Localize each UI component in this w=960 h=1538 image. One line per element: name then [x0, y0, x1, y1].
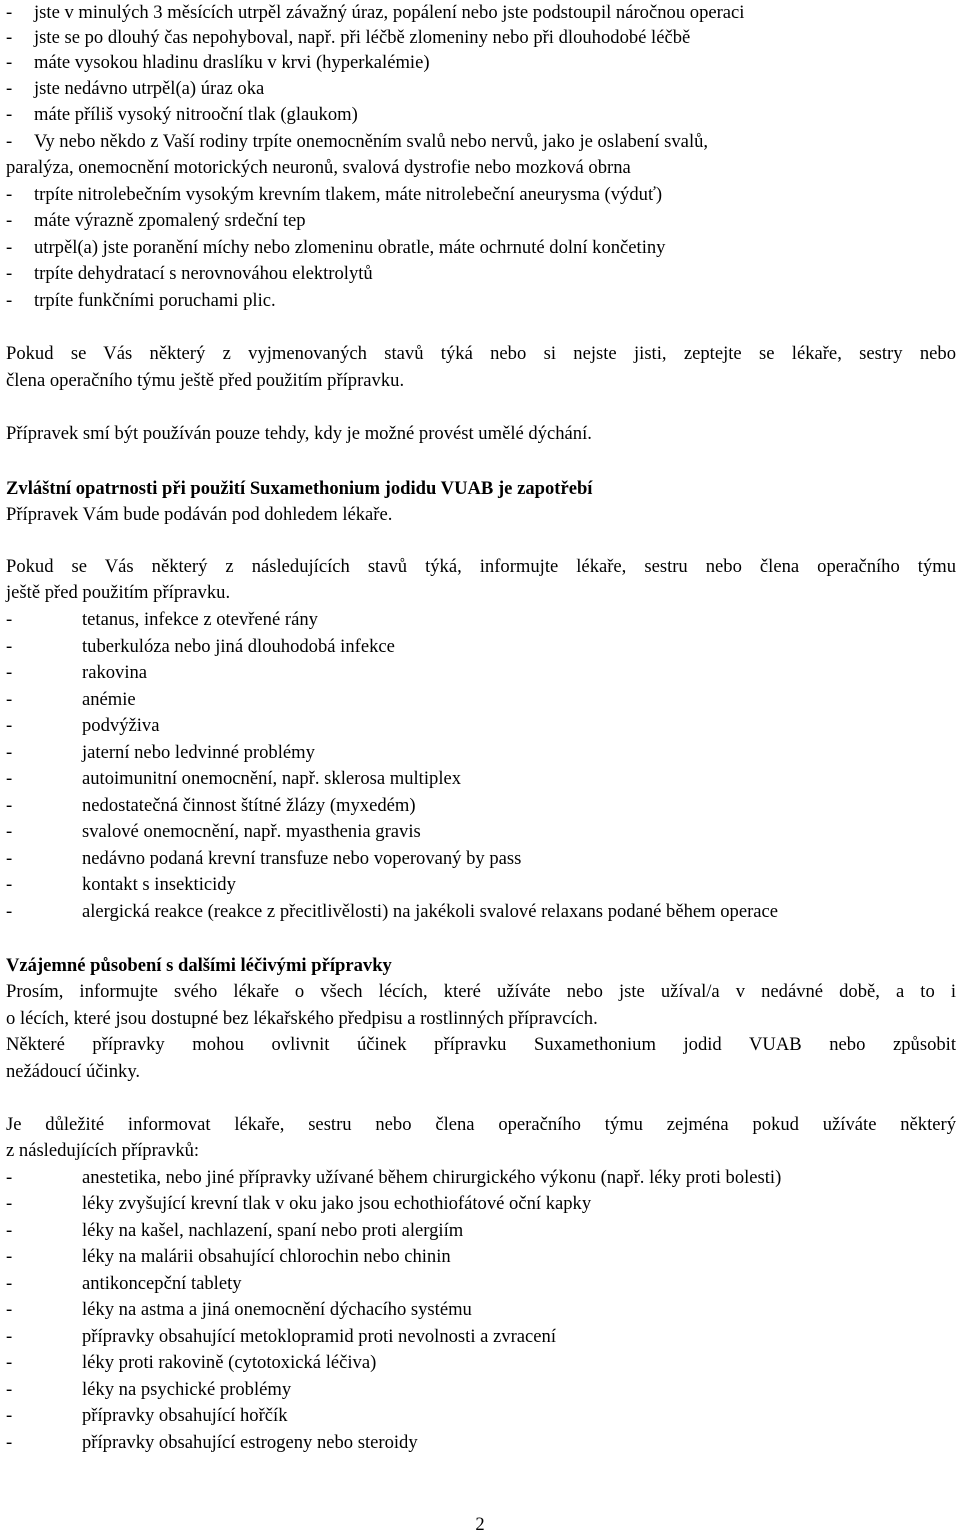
paragraph-line: Přípravek Vám bude podáván pod dohledem lékaře. [6, 504, 393, 525]
paragraph-line: ještě před použitím přípravku. [6, 582, 231, 603]
list-item-continuation: paralýza, onemocnění motorických neuronů, svalová dystrofie nebo mozková obrna [6, 157, 631, 178]
paragraph-line: nežádoucí účinky. [6, 1061, 141, 1082]
paragraph-line: Některé přípravky mohou ovlivnit účinek přípravku Suxamethonium jodid VUAB nebo způsobit [6, 1034, 956, 1055]
paragraph-line: Přípravek smí být používán pouze tehdy, kdy je možné provést umělé dýchání. [6, 423, 592, 444]
section-heading: Vzájemné působení s dalšími léčivými přípravky [6, 955, 392, 976]
paragraph-line: Pokud se Vás některý z následujících stavů týká, informujte lékaře, sestru nebo člena operačního týmu [6, 556, 956, 577]
paragraph-line: Pokud se Vás některý z vyjmenovaných stavů týká nebo si nejste jisti, zeptejte se lékaře, sestry nebo [6, 343, 956, 364]
paragraph-line: Prosím, informujte svého lékaře o všech lécích, které užíváte nebo jste užíval/a v nedávné době, a to i [6, 981, 956, 1002]
paragraph-line: z následujících přípravků: [6, 1140, 200, 1161]
paragraph-line: člena operačního týmu ještě před použitím přípravku. [6, 370, 405, 391]
section-heading: Zvláštní opatrnosti při použití Suxamethonium jodidu VUAB je zapotřebí [6, 478, 593, 499]
page-number: 2 [475, 1514, 485, 1535]
paragraph-line: Je důležité informovat lékaře, sestru nebo člena operačního týmu zejména pokud užíváte některý [6, 1114, 956, 1135]
paragraph-line: o lécích, které jsou dostupné bez lékařského předpisu a rostlinných přípravcích. [6, 1008, 598, 1029]
